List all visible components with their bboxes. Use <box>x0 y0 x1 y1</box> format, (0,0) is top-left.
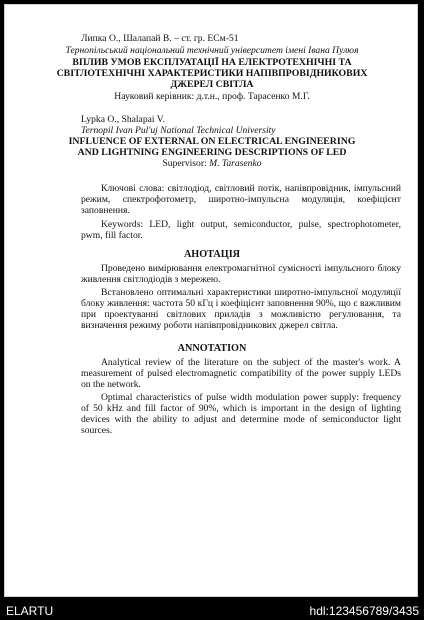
abstract-ua-heading: АНОТАЦІЯ <box>183 249 241 260</box>
en-supervisor-label: Supervisor: <box>162 158 207 169</box>
ua-title-line1: ВПЛИВ УМОВ ЕКСПЛУАТАЦІЇ НА ЕЛЕКТРОТЕХНІЧНІ ТА <box>72 57 352 68</box>
en-supervisor <box>5 158 418 169</box>
abstract-en-heading: ANNOTATION <box>177 343 247 354</box>
handle-id: hdl:123456789/3435 <box>309 604 419 618</box>
ua-authors: Липка О., Шалапай В. – ст. гр. ЕСм-51 <box>81 33 239 44</box>
en-university: Ternopil Ivan Pul'uj National Technical University <box>81 125 276 136</box>
abstract-en-p1: Analytical review of the literature on the subject of the master's work. A measurement of pulsed electromagnetic compatibility of the power supply LEDs on the network. <box>81 357 401 390</box>
en-title-line2: AND LIGHTNING ENGINEERING DESCRIPTIONS OF LED <box>77 147 347 158</box>
abstract-en-p2: Optimal characteristics of pulse width modulation power supply: frequency of 50 kHz and fill factor of 90%, which is important in the design of lighting devices with the ability to adjust and determine mode of semiconductor light sources. <box>81 392 401 436</box>
en-supervisor-name: M. Tarasenko <box>209 158 262 169</box>
en-title-line1: INFLUENCE OF EXTERNAL ON ELECTRICAL ENGINEERING <box>68 136 356 147</box>
keywords-en: Keywords: LED, light output, semiconductor, pulse, spectrophotometer, pwm, fill factor. <box>81 219 401 241</box>
en-authors: Lypka O., Shalapai V. <box>81 114 165 125</box>
keywords-ua: Ключові слова: світлодіод, світловий потік, напівпровідник, імпульсний режим, спектрофотометр, широтно-імпульсна модуляція, коефіцієнт заповнення. <box>81 183 401 216</box>
abstract-ua-p2: Встановлено оптимальні характеристики широтно-імпульсної модуляції блоку живлення: частота 50 кГц і коефіцієнт заповнення 90%, що є важливим при проектуванні світлових приладів з можливістю регулювання, та визначення режиму роботи напівпровідникових джерел світла. <box>81 287 401 331</box>
ua-university: Тернопільський національний технічний університет імені Івана Пулюя <box>65 45 359 56</box>
document-page <box>4 4 418 597</box>
ua-supervisor: Науковий керівник: д.т.н., проф. Тарасенко М.Г. <box>114 91 310 102</box>
viewer-footer <box>0 600 424 620</box>
ua-title-line3: ДЖЕРЕЛ СВІТЛА <box>170 79 254 90</box>
abstract-ua-p1: Проведено вимірювання електромагнітної сумісності імпульсного блоку живлення світлодіодів з мережею. <box>81 263 401 285</box>
repository-name: ELARTU <box>6 604 54 618</box>
ua-title-line2: СВІТЛОТЕХНІЧНІ ХАРАКТЕРИСТИКИ НАПІВПРОВІДНИКОВИХ <box>56 68 368 79</box>
